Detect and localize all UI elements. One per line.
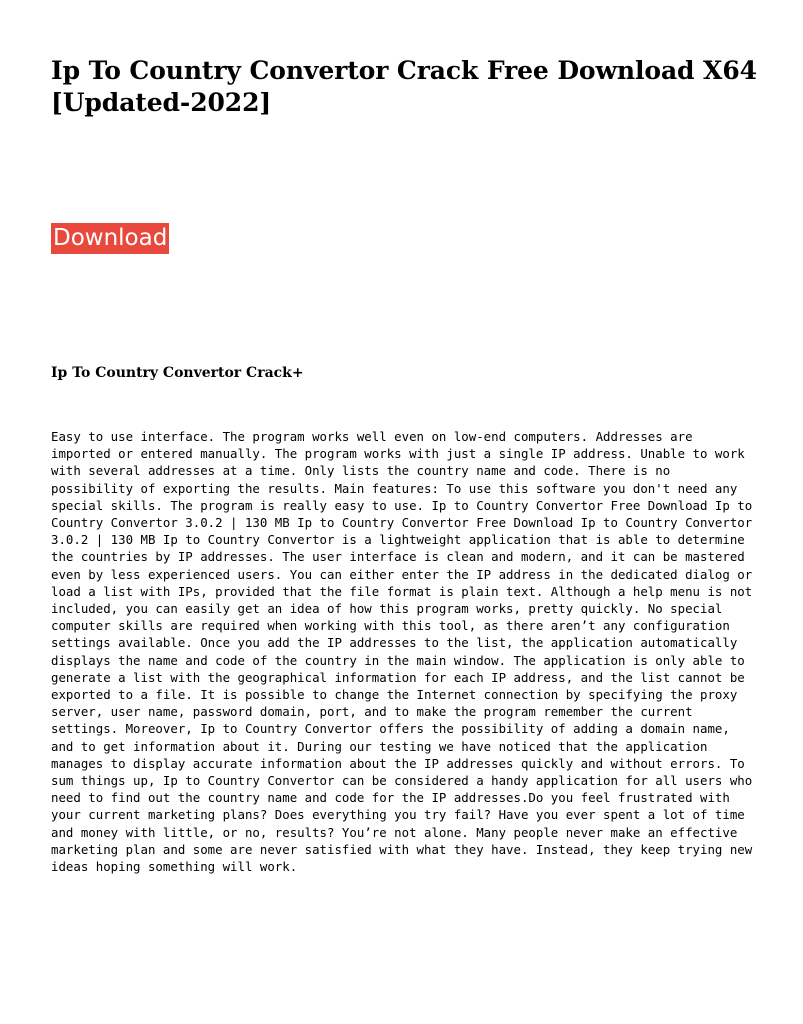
download-button[interactable]: Download (51, 223, 169, 254)
section-heading: Ip To Country Convertor Crack+ (51, 365, 304, 381)
body-paragraph: Easy to use interface. The program works well even on low-end computers. Addresses are imported or entered manually. The program works with just a single IP address. Unable to work with several addresses at a time. Only lists the country name and code. There is no possibility of exporting the results. Main features: To use this software you don't need any special skills. The program is really easy to use. Ip to Country Convertor Free Download Ip to Country Convertor 3.0.2 | 130 MB Ip to Country Convertor Free Download Ip to Country Convertor 3.0.2 | 130 MB Ip to Country Convertor is a lightweight application that is able to determine the countries by IP addresses. The user interface is clean and modern, and it can be mastered even by less experienced users. You can either enter the IP address in the dedicated dialog or load a list with IPs, provided that the file format is plain text. Although a help menu is not included, you can easily get an idea of how this program works, pretty quickly. No special computer skills are required when working with this tool, as there aren’t any configuration settings available. Once you add the IP addresses to the list, the application automatically displays the name and code of the country in the main window. The application is only able to generate a list with the geographical information for each IP address, and the list cannot be exported to a file. It is possible to change the Internet connection by specifying the proxy server, user name, password domain, port, and to make the program remember the current settings. Moreover, Ip to Country Convertor offers the possibility of adding a domain name, and to get information about it. During our testing we have noticed that the application manages to display accurate information about the IP addresses quickly and without errors. To sum things up, Ip to Country Convertor can be considered a handy application for all users who need to find out the country name and code for the IP addresses.Do you feel frustrated with your current marketing plans? Does everything you try fail? Have you ever spent a lot of time and money with little, or no, results? You’re not alone. Many people never make an effective marketing plan and some are never satisfied with what they have. Instead, they keep trying new ideas hoping something will work. (51, 429, 753, 875)
page-title: Ip To Country Convertor Crack Free Download X64 [Updated-2022] (51, 56, 757, 117)
